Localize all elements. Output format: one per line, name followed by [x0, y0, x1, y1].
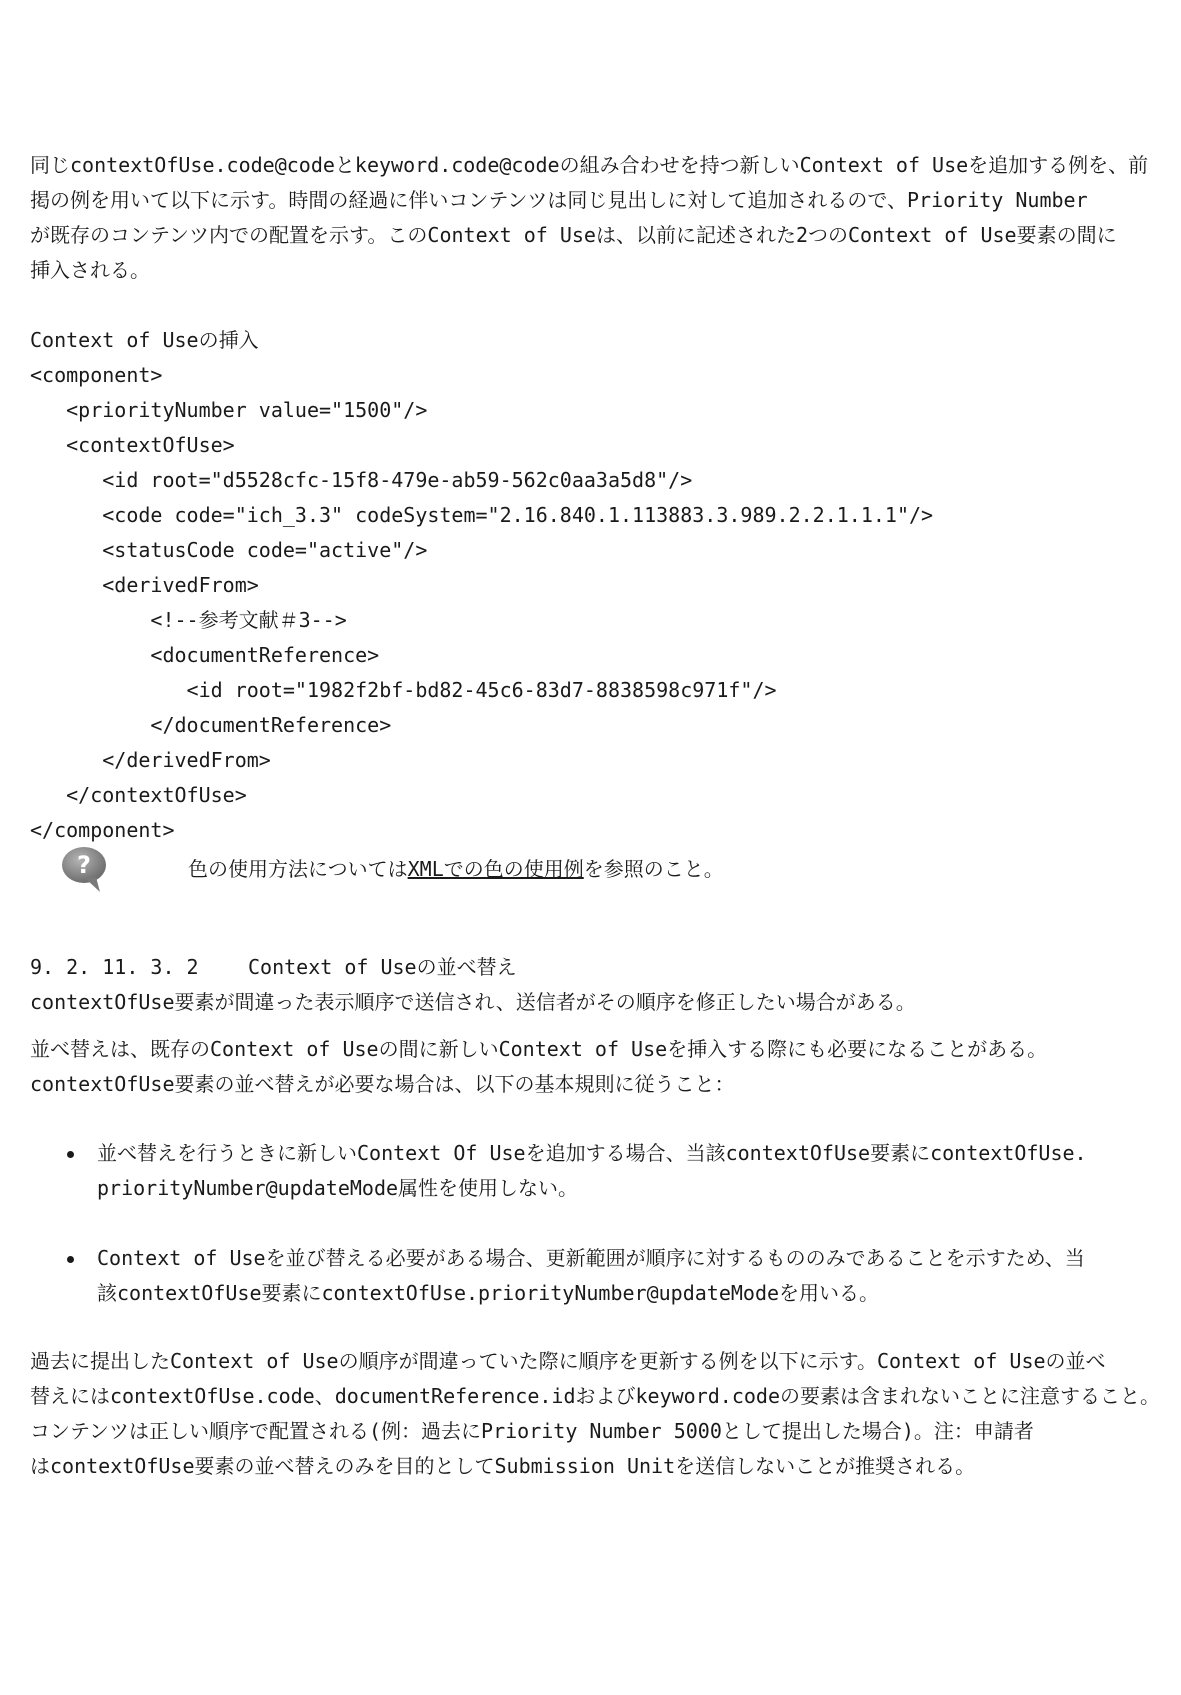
- note-text-before: 色の使用方法については: [188, 857, 408, 881]
- text-line: 並べ替えは、既存のContext of Useの間に新しいContext of Useを挿入する際にも必要になることがある。: [30, 1037, 1048, 1061]
- reorder-rules-paragraph: [30, 1032, 1152, 1102]
- bullet-icon: [67, 1151, 74, 1158]
- reorder-intro-paragraph: [30, 985, 1152, 1020]
- rules-list: [30, 1136, 1152, 1346]
- text-line: が既存のコンテンツ内での配置を示す。このContext of Useは、以前に記述された2つのContext of Use要素の間に: [30, 223, 1117, 247]
- reorder-example-paragraph: [30, 1344, 1161, 1484]
- code-line: <priorityNumber value="1500"/>: [30, 398, 428, 422]
- text-line: 掲の例を用いて以下に示す。時間の経過に伴いコンテンツは同じ見出しに対して追加されるので、Priority Number: [30, 188, 1088, 212]
- text-line: contextOfUse要素が間違った表示順序で送信され、送信者がその順序を修正したい場合がある。: [30, 990, 916, 1014]
- section-heading: [30, 950, 517, 985]
- section-number: 9. 2. 11. 3. 2: [30, 955, 199, 979]
- text-line: priorityNumber@updateMode属性を使用しない。: [97, 1176, 579, 1200]
- code-line: <component>: [30, 363, 163, 387]
- xml-color-example-link[interactable]: XMLでの色の使用例: [407, 857, 584, 881]
- code-line: </component>: [30, 818, 175, 842]
- code-line: </documentReference>: [30, 713, 392, 737]
- code-line: </derivedFrom>: [30, 748, 271, 772]
- code-line: <!--参考文献＃3-->: [30, 608, 347, 632]
- color-usage-note: [60, 844, 860, 894]
- text-line: 過去に提出したContext of Useの順序が間違っていた際に順序を更新する例を以下に示す。Context of Useの並べ: [30, 1349, 1106, 1373]
- code-line: <contextOfUse>: [30, 433, 235, 457]
- question-bubble-icon: [60, 844, 110, 894]
- code-line: </contextOfUse>: [30, 783, 247, 807]
- text-line: 挿入される。: [30, 258, 150, 282]
- xml-code-block: [30, 358, 933, 848]
- text-line: 該contextOfUse要素にcontextOfUse.priorityNumber@updateModeを用いる。: [97, 1281, 880, 1305]
- text-line: 替えにはcontextOfUse.code、documentReference.idおよびkeyword.codeの要素は含まれないことに注意すること。: [30, 1384, 1161, 1408]
- bullet-icon: [67, 1256, 74, 1263]
- list-item: [30, 1241, 1152, 1311]
- code-example-title: Context of Useの挿入: [30, 328, 259, 352]
- section-title: Context of Useの並べ替え: [248, 955, 517, 979]
- intro-paragraph: [30, 148, 1152, 288]
- code-line: <statusCode code="active"/>: [30, 538, 428, 562]
- code-line: <id root="1982f2bf-bd82-45c6-83d7-8838598c971f"/>: [30, 678, 777, 702]
- code-line: <derivedFrom>: [30, 573, 259, 597]
- code-line: <id root="d5528cfc-15f8-479e-ab59-562c0aa3a5d8"/>: [30, 468, 693, 492]
- text-line: はcontextOfUse要素の並べ替えのみを目的としてSubmission Unitを送信しないことが推奨される。: [30, 1454, 976, 1478]
- text-line: 並べ替えを行うときに新しいContext Of Useを追加する場合、当該contextOfUse要素にcontextOfUse.: [97, 1141, 1087, 1165]
- text-line: コンテンツは正しい順序で配置される(例：過去にPriority Number 5000として提出した場合)。注：申請者: [30, 1419, 1034, 1443]
- note-text-after: を参照のこと。: [583, 857, 724, 881]
- text-line: contextOfUse要素の並べ替えが必要な場合は、以下の基本規則に従うこと：: [30, 1072, 735, 1096]
- text-line: 同じcontextOfUse.code@codeとkeyword.code@codeの組み合わせを持つ新しいContext of Useを追加する例を、前: [30, 153, 1149, 177]
- list-item: [30, 1136, 1152, 1206]
- text-line: Context of Useを並び替える必要がある場合、更新範囲が順序に対するもののみであることを示すため、当: [97, 1246, 1085, 1270]
- note-text: [188, 852, 724, 887]
- code-line: <code code="ich_3.3" codeSystem="2.16.840.1.113883.3.989.2.2.1.1.1"/>: [30, 503, 934, 527]
- svg-text:?: ?: [77, 851, 91, 879]
- code-line: <documentReference>: [30, 643, 380, 667]
